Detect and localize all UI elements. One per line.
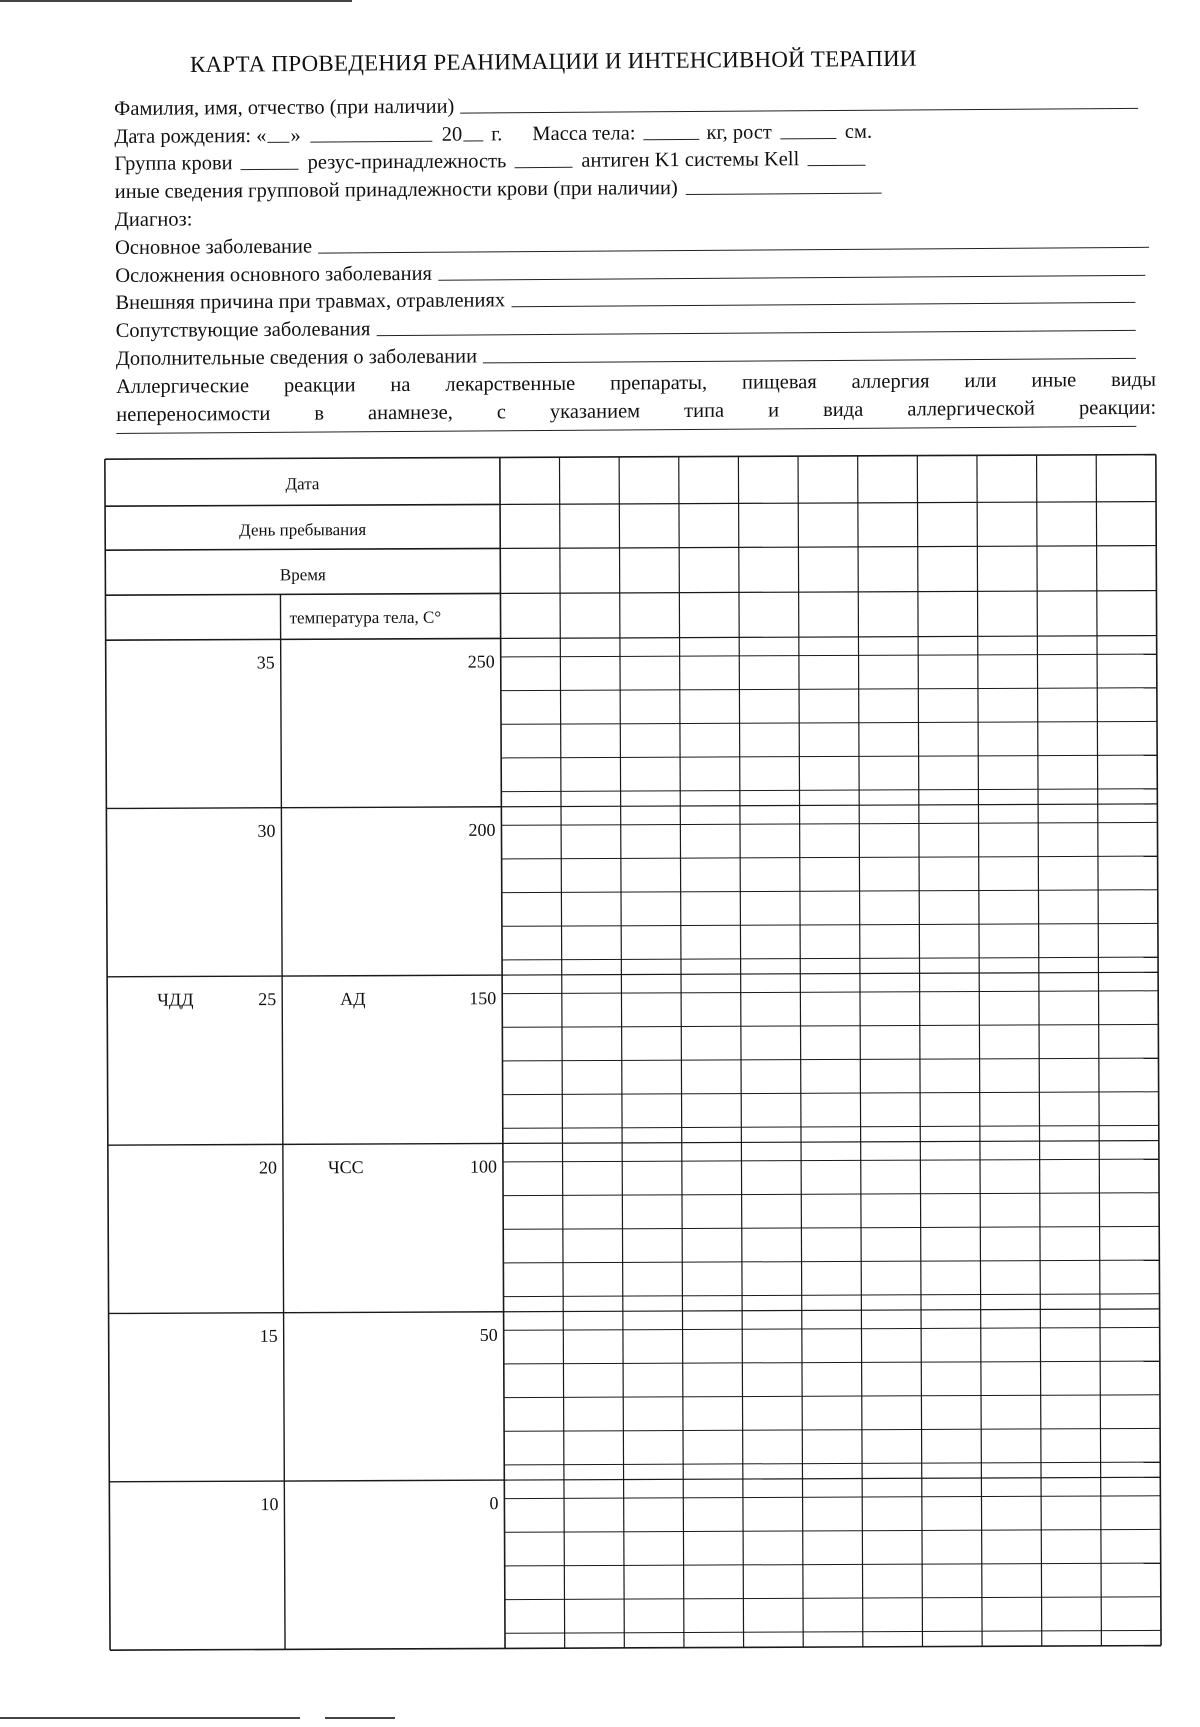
data-grid-row-line xyxy=(503,1159,1159,1162)
allergy-word: на xyxy=(390,373,411,396)
bp-scale-value: 0 xyxy=(489,1493,499,1514)
mass-unit-label: кг, рост xyxy=(706,121,772,144)
data-grid-row-line xyxy=(505,1630,1161,1633)
year-prefix: 20 xyxy=(441,123,463,146)
data-grid-row-line xyxy=(503,1092,1159,1095)
grid-left-border xyxy=(105,459,110,1650)
data-grid-row-line xyxy=(504,1361,1160,1364)
label-area-divider xyxy=(500,457,505,1648)
comorbid-label: Сопутствующие заболевания xyxy=(115,318,371,343)
rr-scale-value: 30 xyxy=(257,820,276,841)
header-row-border xyxy=(105,504,500,506)
data-grid-row-line xyxy=(501,654,1157,657)
day-label: День пребывания xyxy=(239,520,367,540)
grid-right-border xyxy=(1156,455,1161,1646)
other-blood-label: иные сведения групповой принадлежности крови (при наличии) xyxy=(114,177,678,204)
bp-scale-value: 150 xyxy=(469,988,497,1009)
bp-scale-value: 250 xyxy=(467,651,495,672)
data-grid-row-line xyxy=(503,1193,1159,1196)
allergy-word: пищевая xyxy=(741,370,817,394)
data-header-row-line xyxy=(500,546,1156,549)
bp-scale-value: 50 xyxy=(479,1324,498,1345)
data-grid-row-line xyxy=(505,1597,1161,1600)
data-column-line xyxy=(798,456,803,1647)
data-grid-row-line xyxy=(504,1428,1160,1431)
data-grid-row-line xyxy=(504,1395,1160,1398)
hr-label: ЧСС xyxy=(327,1157,364,1178)
allergy-word: в xyxy=(314,402,325,425)
data-grid-row-line xyxy=(502,991,1158,994)
data-grid-row-line xyxy=(503,1226,1159,1229)
rr-scale-value: 35 xyxy=(256,652,275,673)
data-grid-row-line xyxy=(504,1294,1160,1297)
scale-block-border xyxy=(109,1312,504,1314)
allergy-word: виды xyxy=(1110,368,1157,391)
data-column-line xyxy=(858,456,863,1647)
data-block-line xyxy=(503,1141,1159,1144)
rr-label: ЧДД xyxy=(157,989,194,1010)
data-grid-row-line xyxy=(502,1058,1158,1061)
data-grid-row-line xyxy=(505,1563,1161,1566)
allergy-word: лекарственные xyxy=(445,372,576,396)
bp-scale-value: 100 xyxy=(469,1156,497,1177)
allergy-word: иные xyxy=(1031,369,1077,392)
rr-scale-value: 10 xyxy=(260,1494,279,1515)
complications-label: Осложнения основного заболевания xyxy=(115,262,433,287)
grid-top-border xyxy=(105,455,1156,460)
data-column-line xyxy=(679,457,684,1648)
rh-label: резус-принадлежность xyxy=(307,150,507,175)
mass-label: Масса тела: xyxy=(532,121,636,145)
data-block-line xyxy=(501,804,1157,807)
temp-label: температура тела, C° xyxy=(289,607,442,628)
data-grid-row-line xyxy=(502,1024,1158,1027)
data-grid-row-line xyxy=(501,822,1157,825)
allergy-word: с xyxy=(496,400,506,423)
page-title: КАРТА ПРОВЕДЕНИЯ РЕАНИМАЦИИ И ИНТЕНСИВНОЙ ТЕРАПИИ xyxy=(189,45,917,77)
data-grid-row-line xyxy=(504,1462,1160,1465)
data-column-line xyxy=(619,457,624,1648)
header-row-border xyxy=(105,548,500,550)
rr-scale-value: 15 xyxy=(259,1325,278,1346)
date-label: Дата xyxy=(285,474,320,494)
data-header-row-line xyxy=(500,502,1156,505)
data-block-line xyxy=(502,972,1158,975)
data-grid-row-line xyxy=(501,755,1157,758)
additional-label: Дополнительные сведения о заболевании xyxy=(115,345,478,370)
data-grid-row-line xyxy=(501,721,1157,724)
data-column-line xyxy=(977,455,982,1646)
data-grid-row-line xyxy=(503,1125,1159,1128)
allergy-word: реакции xyxy=(283,374,356,397)
grid-bottom-border xyxy=(110,1646,1161,1651)
allergy-word: анамнезе, xyxy=(367,401,453,424)
scale-block-border xyxy=(109,1480,504,1482)
allergy-word: препараты, xyxy=(609,371,708,395)
data-grid-row-line xyxy=(504,1496,1160,1499)
external-cause-label: Внешняя причина при травмах, отравлениях xyxy=(115,289,506,315)
allergy-word: аллергия xyxy=(851,370,930,393)
data-header-row-line xyxy=(500,591,1156,594)
height-unit-label: см. xyxy=(844,120,873,143)
rr-scale-value: 25 xyxy=(258,989,277,1010)
data-grid-row-line xyxy=(502,890,1158,893)
scale-block-border xyxy=(108,1143,503,1145)
allergy-word: Аллергические xyxy=(115,374,250,398)
bp-label: АД xyxy=(340,988,366,1009)
data-grid-row-line xyxy=(501,789,1157,792)
data-block-line xyxy=(504,1309,1160,1312)
data-column-line xyxy=(917,456,922,1647)
data-column-line xyxy=(1037,455,1042,1646)
header-row-border xyxy=(106,638,501,640)
data-column-line xyxy=(1096,455,1101,1646)
allergy-word: и xyxy=(768,398,780,422)
kell-label: антиген K1 системы Kell xyxy=(581,148,800,173)
year-suffix: г. xyxy=(491,122,503,145)
blood-group-label: Группа крови xyxy=(114,152,233,176)
rr-scale-value: 20 xyxy=(258,1157,277,1178)
data-grid-row-line xyxy=(504,1327,1160,1330)
allergy-word: реакции: xyxy=(1078,396,1157,419)
allergy-word: типа xyxy=(684,399,725,422)
birth-date-label: Дата рождения: « xyxy=(114,124,267,148)
header-row-border xyxy=(105,593,500,595)
birth-date-close: » xyxy=(290,124,301,147)
label-column-divider xyxy=(280,594,285,1649)
bp-scale-value: 200 xyxy=(468,819,496,840)
data-grid-row-line xyxy=(502,923,1158,926)
allergy-word: аллергической xyxy=(907,397,1035,421)
data-column-line xyxy=(559,457,564,1648)
vitals-grid-group xyxy=(105,455,1161,1651)
data-grid-row-line xyxy=(503,1260,1159,1263)
data-grid-row-line xyxy=(505,1529,1161,1532)
data-grid-row-line xyxy=(501,688,1157,691)
full-name-label: Фамилия, имя, отчество (при наличии) xyxy=(114,95,455,120)
allergy-word: вида xyxy=(823,398,864,421)
data-column-line xyxy=(738,456,743,1647)
allergy-word: непереносимости xyxy=(116,402,271,426)
allergy-word: указанием xyxy=(549,399,641,423)
time-label: Время xyxy=(279,565,326,585)
data-header-row-line xyxy=(501,636,1157,639)
main-disease-label: Основное заболевание xyxy=(115,235,313,259)
data-grid-row-line xyxy=(502,957,1158,960)
data-block-line xyxy=(504,1477,1160,1480)
scale-block-border xyxy=(106,807,501,809)
diagnosis-label: Диагноз: xyxy=(114,208,193,231)
scale-block-border xyxy=(107,975,502,977)
allergy-word: или xyxy=(964,369,997,392)
data-grid-row-line xyxy=(502,856,1158,859)
